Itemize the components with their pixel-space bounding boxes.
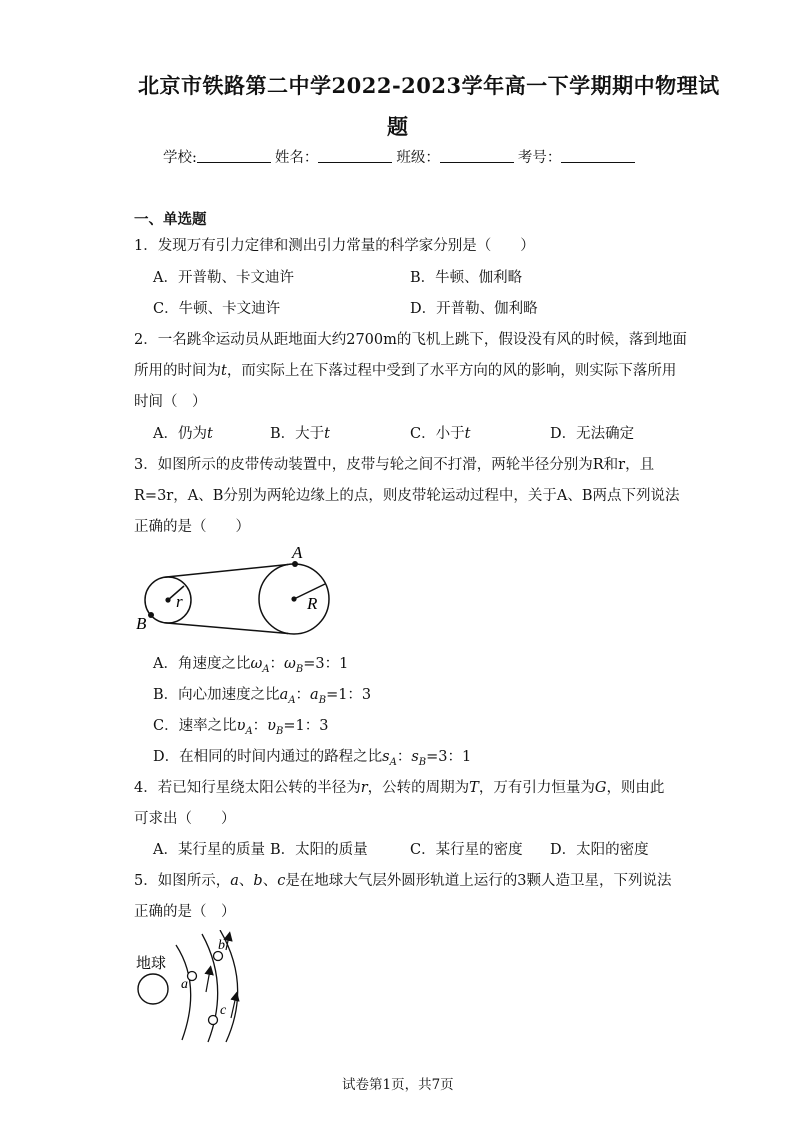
label-big-r: R [307, 594, 318, 613]
small-center-dot [165, 597, 170, 602]
q3-option-a-text: A．角速度之比 [153, 656, 251, 672]
label-c: c [220, 1003, 227, 1018]
q3-option-c [153, 714, 328, 737]
q2-option-c [410, 422, 470, 443]
q3-option-a-mid: ： [269, 656, 285, 672]
q4-option-c: C．某行星的密度 [410, 842, 523, 858]
satellite-a [188, 972, 197, 981]
q2-option-a-text: A．仍为 [153, 426, 207, 442]
q4-var-r: r [360, 780, 368, 796]
q3-option-a-sym: ω [250, 656, 263, 672]
school-field[interactable] [197, 148, 271, 163]
q4-line1 [134, 776, 664, 797]
q2-option-d: D．无法确定 [550, 426, 635, 442]
q3-option-c-sym2: υ [267, 718, 276, 734]
q5-sep2: 、 [262, 873, 278, 889]
q3-option-a-sub1: A [262, 663, 270, 675]
q2-option-b [270, 422, 330, 443]
label-b: B [136, 614, 147, 633]
q5-line1-a: 5．如图所示， [134, 873, 231, 889]
q4-option-b: B．太阳的质量 [270, 842, 368, 858]
q3-line3: 正确的是（ ） [134, 519, 250, 535]
class-label: 班级： [396, 150, 440, 166]
q3-option-d-sub1: A [389, 756, 397, 768]
q4-var-g: G [594, 780, 607, 796]
q3-option-b-sym2: a [310, 687, 319, 703]
q3-option-b-mid: ： [295, 687, 311, 703]
q2-option-b-var: t [324, 426, 330, 442]
q2-option-a-var: t [206, 426, 213, 442]
name-field[interactable] [318, 148, 392, 163]
q5-line1 [134, 869, 672, 890]
q4-line1-d: ，则由此 [606, 780, 665, 796]
q3-option-a-ratio: =3：1 [303, 656, 349, 672]
name-label: 姓名： [274, 150, 319, 166]
label-r: r [176, 592, 183, 611]
satellite-c [209, 1016, 218, 1025]
q3-option-d-mid: ： [396, 749, 412, 765]
q3-option-a-sub2: B [295, 663, 304, 675]
q3-option-b-ratio: =1：3 [326, 687, 372, 703]
belt-pulley-figure [130, 540, 350, 635]
q2-option-c-text: C．小于 [410, 426, 465, 442]
student-info-line [163, 146, 639, 167]
arrow-a [206, 970, 210, 992]
q4-option-d: D．太阳的密度 [550, 842, 649, 858]
q3-option-d-text: D．在相同的时间内通过的路程之比 [153, 749, 383, 765]
q4-line1-a: 4．若已知行星绕太阳公转的半径为 [134, 780, 361, 796]
q2-var-t: t [221, 363, 227, 379]
exam-no-field[interactable] [561, 148, 635, 163]
exam-no-label: 考号： [517, 150, 562, 166]
q2-line2-b: ，而实际上在下落过程中受到了水平方向的风的影响，则实际下落所用 [226, 363, 677, 379]
q1-stem: 1．发现万有引力定律和测出引力常量的科学家分别是（ ） [134, 238, 535, 254]
q3-option-c-sub2: B [276, 725, 284, 737]
q1-option-a: A．开普勒、卡文迪许 [153, 270, 294, 286]
q2-line1: 2．一名跳伞运动员从距地面大约2700m的飞机上跳下，假设没有风的时候，落到地面 [134, 332, 687, 348]
q3-option-c-mid: ： [252, 718, 268, 734]
q3-option-b-sub1: A [288, 694, 296, 706]
q3-option-b-text: B．向心加速度之比 [153, 687, 280, 703]
section-heading: 一、单选题 [134, 211, 207, 228]
q3-option-d-sym2: s [411, 749, 419, 765]
q3-option-b-sym: a [279, 687, 289, 703]
q3-option-c-ratio: =1：3 [283, 718, 329, 734]
q3-option-d-ratio: =3：1 [426, 749, 472, 765]
q5-line1-b: 是在地球大气层外圆形轨道上运行的3颗人造卫星，下列说法 [285, 873, 672, 889]
q3-option-d [153, 745, 471, 768]
q4-line1-c: ，万有引力恒量为 [478, 780, 595, 796]
q3-option-c-sym: υ [236, 718, 246, 734]
q3-option-d-sym: s [382, 749, 390, 765]
q3-option-c-text: C．速率之比 [153, 718, 237, 734]
q2-option-a [153, 422, 213, 443]
orbit-bc [202, 934, 218, 1042]
school-label: 学校: [163, 150, 197, 166]
q5-line2: 正确的是（ ） [134, 904, 236, 920]
satellite-orbit-figure [130, 930, 260, 1045]
belt-top [164, 565, 288, 578]
label-a: A [292, 543, 303, 562]
q2-line2-a: 所用的时间为 [134, 363, 221, 379]
q5-sep1: 、 [238, 873, 254, 889]
earth-circle [138, 974, 168, 1004]
q3-line2: R=3r，A、B分别为两轮边缘上的点，则皮带轮运动过程中，关于A、B两点下列说法 [134, 488, 680, 504]
q5-var-a: a [230, 873, 239, 889]
label-b: b [218, 938, 225, 953]
q4-line1-b: ，公转的周期为 [367, 780, 470, 796]
q2-option-b-text: B．大于 [270, 426, 325, 442]
q1-option-d: D．开普勒、伽利略 [410, 301, 538, 317]
q3-option-b-sub2: B [318, 694, 327, 706]
q2-line2 [134, 359, 676, 380]
point-b-dot [148, 612, 154, 618]
q4-option-a: A．某行星的质量 [153, 842, 265, 858]
label-earth: 地球 [136, 954, 167, 972]
page-footer: 试卷第1页，共7页 [342, 1077, 454, 1093]
q2-option-c-var: t [464, 426, 471, 442]
q3-line1: 3．如图所示的皮带传动装置中，皮带与轮之间不打滑，两轮半径分别为R和r，且 [134, 457, 655, 473]
q5-var-c: c [277, 873, 286, 889]
q2-line3: 时间（ ） [134, 394, 207, 410]
q3-option-d-sub2: B [418, 756, 427, 768]
class-field[interactable] [440, 148, 514, 163]
page-title-line2: 题 [387, 114, 409, 139]
q3-option-b [153, 683, 371, 706]
label-a: a [181, 977, 188, 992]
large-center-dot [291, 596, 296, 601]
page-title-line1: 北京市铁路第二中学2022-2023学年高一下学期期中物理试 [138, 73, 720, 98]
q3-option-c-sub1: A [245, 725, 253, 737]
q1-option-b: B．牛顿、伽利略 [410, 270, 523, 286]
q4-line2: 可求出（ ） [134, 811, 236, 827]
q1-option-c: C．牛顿、卡文迪许 [153, 301, 281, 317]
q5-var-b: b [253, 873, 263, 889]
orbit-a [176, 945, 191, 1040]
q4-var-t: T [469, 780, 479, 796]
q3-option-a-sym2: ω [284, 656, 296, 672]
q3-option-a [153, 652, 348, 675]
